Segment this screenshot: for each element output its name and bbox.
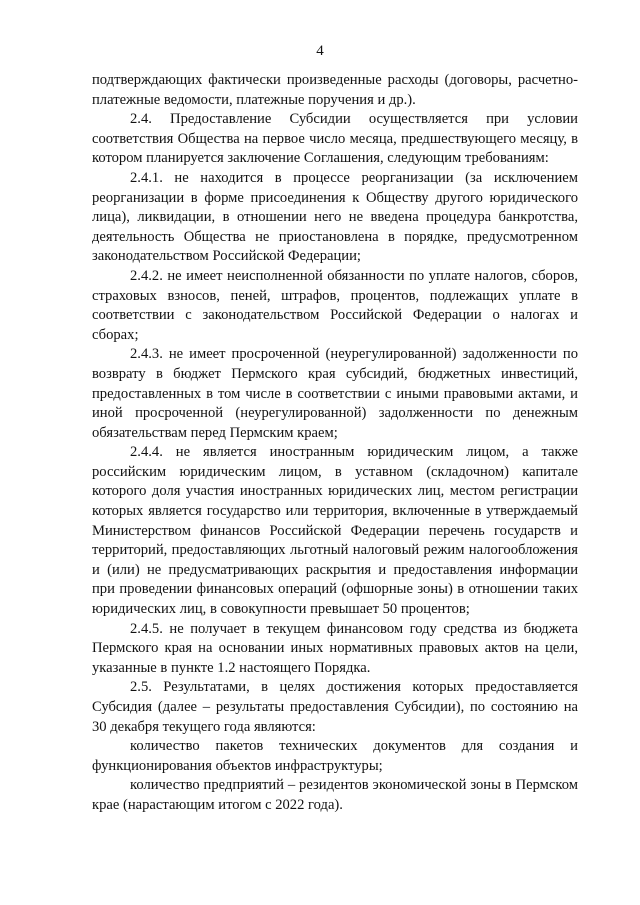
- paragraph-2-4: 2.4. Предоставление Субсидии осуществляется при условии соответствия Общества на первое число месяца, предшествующего месяцу, в котором планируется заключение Соглашения, следующим требованиям:: [92, 111, 578, 167]
- result-item-documents: количество пакетов технических документов для создания и функционирования объектов инфраструктуры;: [92, 738, 578, 774]
- paragraph-2-4-3: 2.4.3. не имеет просроченной (неурегулированной) задолженности по возврату в бюджет Пермского края субсидий, бюджетных инвестиций, предоставленных в том числе в соответствии с иными правовыми актами, и иной просроченной (неурегулированной) задолженности по денежным обязательствам перед Пермским краем;: [92, 346, 578, 441]
- paragraph-2-4-1: 2.4.1. не находится в процессе реорганизации (за исключением реорганизации в форме присоединения к Обществу другого юридического лица), ликвидации, в отношении него не введена процедура банкротства, деятельность Общества не приостановлена в порядке, предусмотренном законодательством Российской Федерации;: [92, 169, 578, 265]
- result-item-residents: количество предприятий – резидентов экономической зоны в Пермском крае (нарастающим итогом с 2022 года).: [92, 777, 578, 813]
- paragraph-continuation: подтверждающих фактически произведенные расходы (договоры, расчетно-платежные ведомости, платежные поручения и др.).: [92, 72, 578, 108]
- paragraph-2-4-5: 2.4.5. не получает в текущем финансовом году средства из бюджета Пермского края на основании иных нормативных правовых актов на цели, указанные в пункте 1.2 настоящего Порядка.: [92, 620, 578, 676]
- paragraph-2-4-2: 2.4.2. не имеет неисполненной обязанности по уплате налогов, сборов, страховых взносов, пеней, штрафов, процентов, подлежащих уплате в соответствии с законодательством Российской Федерации о налогах и сборах;: [92, 267, 578, 343]
- paragraph-2-5: 2.5. Результатами, в целях достижения которых предоставляется Субсидия (далее – результаты предоставления Субсидии), по состоянию на 30 декабря текущего года являются:: [92, 679, 578, 735]
- paragraph-2-4-4: 2.4.4. не является иностранным юридическим лицом, а также российским юридическим лицом, в уставном (складочном) капитале которого доля участия иностранных юридических лиц, местом регистрации которых является государство или территория, включенные в утверждаемый Министерством финансов Российской Федерации перечень государств и территорий, предоставляющих льготный налоговый режим налогообложения и (или) не предусматривающих раскрытия и предоставления информации при проведении финансовых операций (офшорные зоны) в отношении таких юридических лиц, в совокупности превышает 50 процентов;: [92, 444, 578, 618]
- document-body: [92, 71, 578, 816]
- page-number: 4: [316, 43, 324, 59]
